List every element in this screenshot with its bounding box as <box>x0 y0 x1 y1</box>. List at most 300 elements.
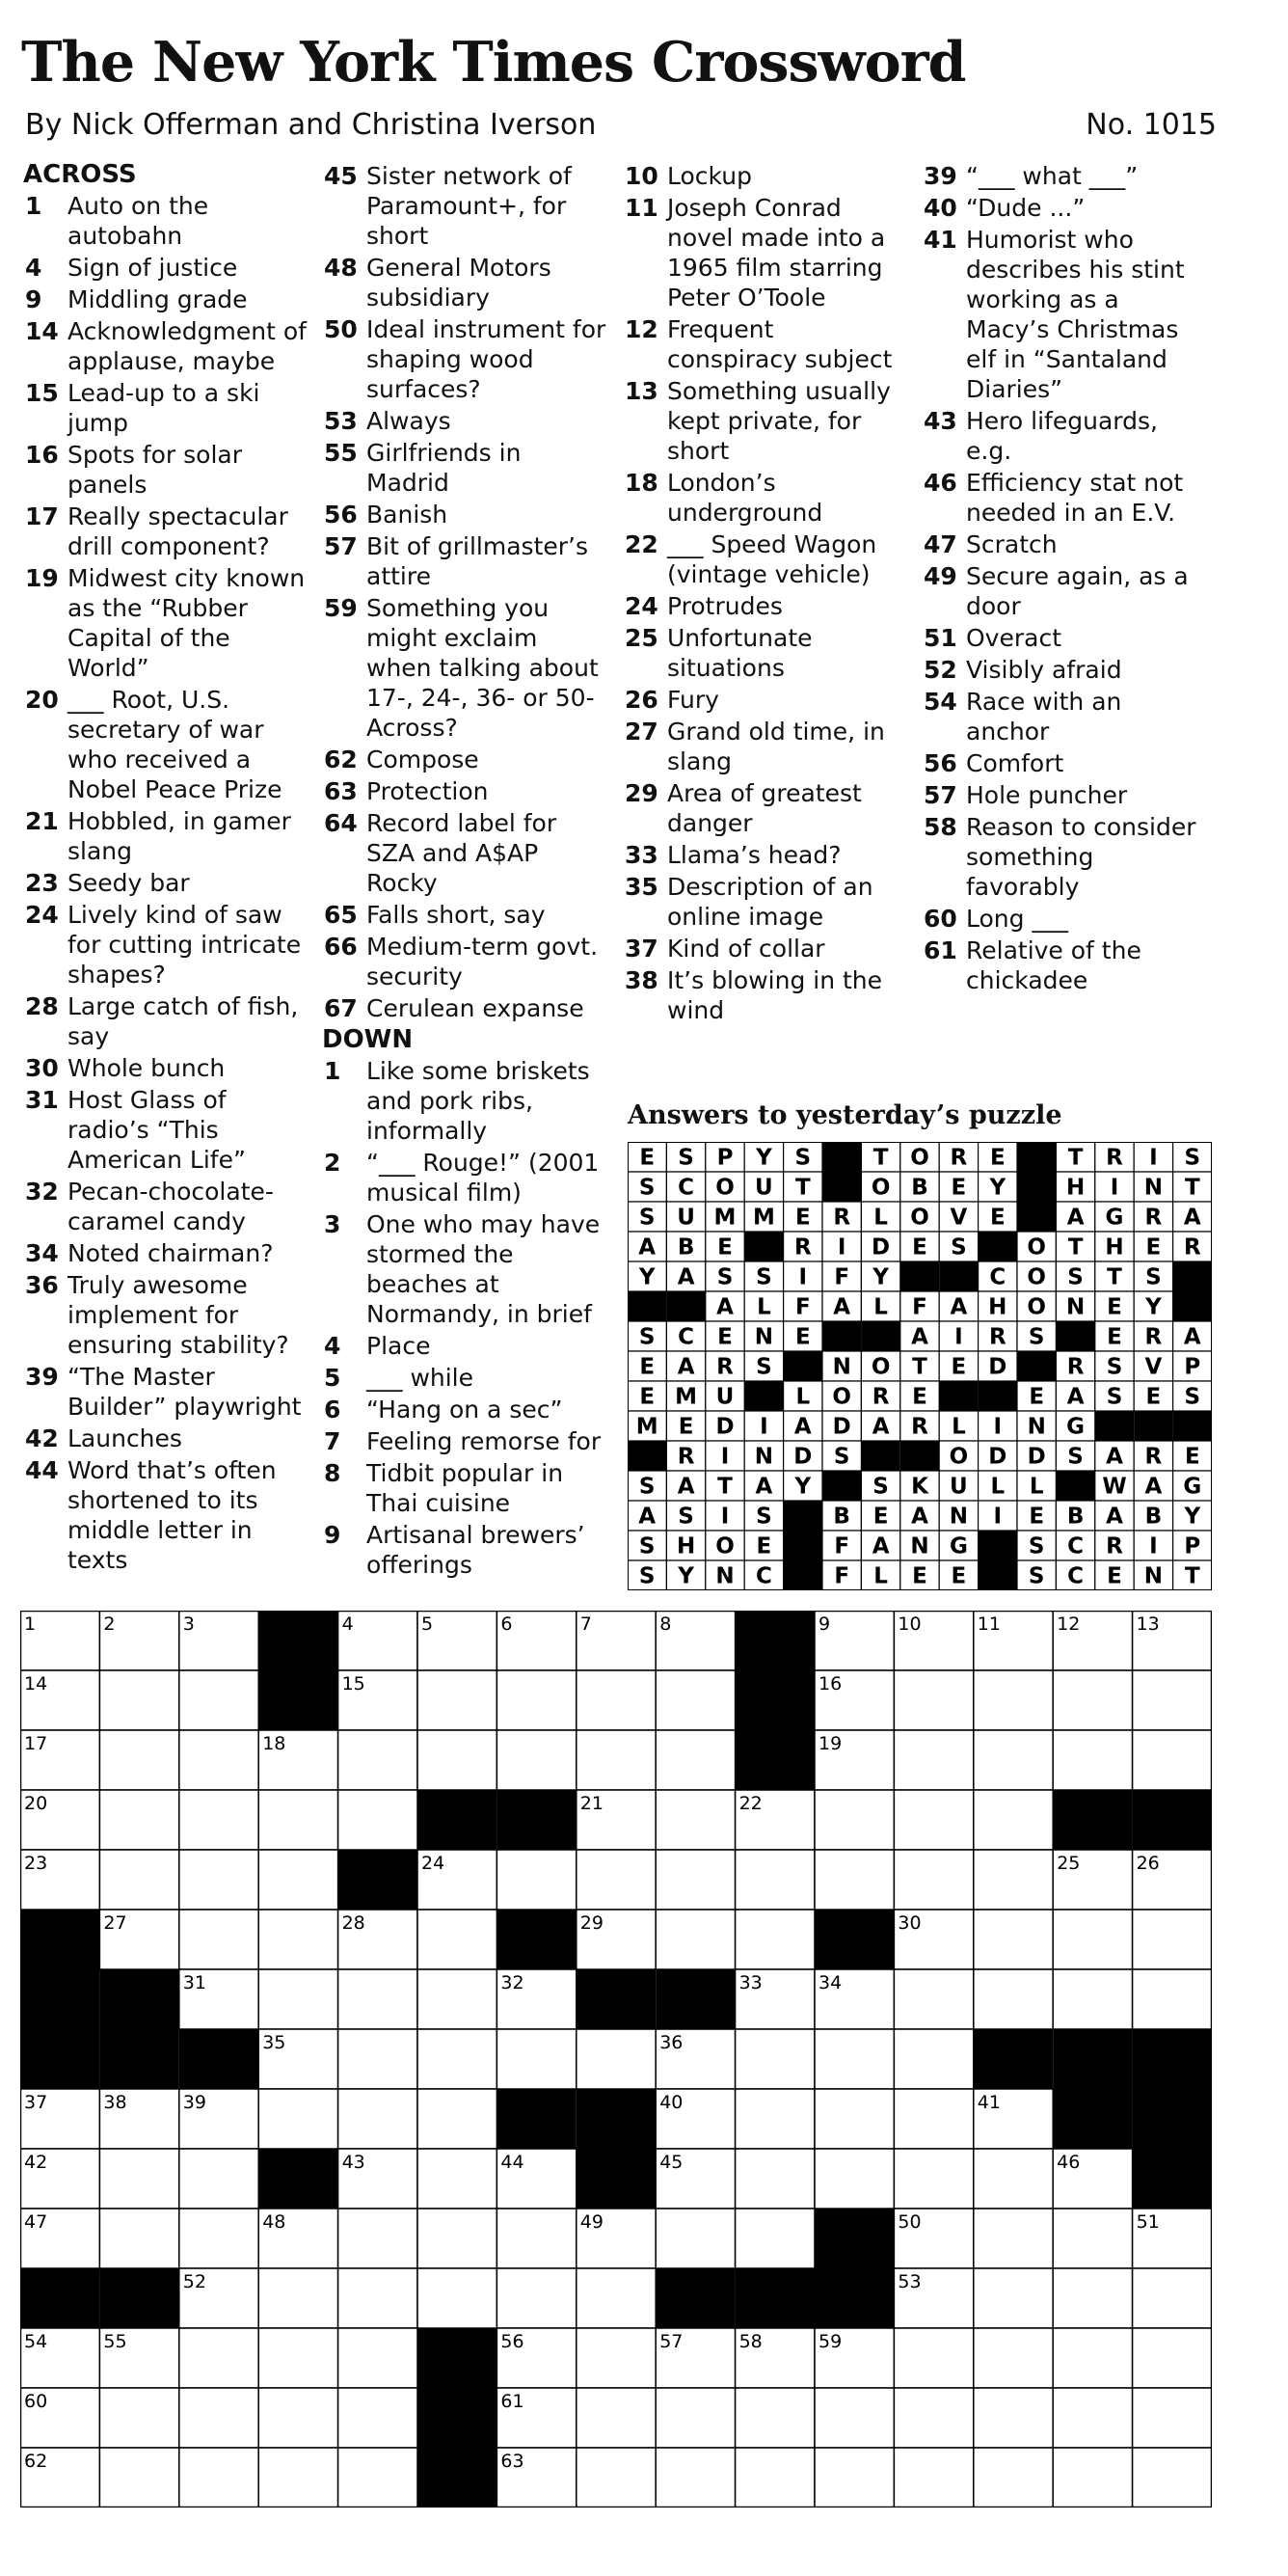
grid-cell[interactable] <box>496 2029 576 2089</box>
grid-cell[interactable] <box>417 2029 496 2089</box>
grid-cell[interactable] <box>974 1969 1053 2029</box>
down-clue[interactable] <box>922 561 1201 621</box>
across-clue[interactable] <box>322 406 607 436</box>
answer-letter: A <box>1183 1324 1201 1350</box>
grid-cell[interactable] <box>974 2388 1053 2448</box>
down-clue[interactable] <box>623 314 902 374</box>
cell-number: 60 <box>24 2391 48 2412</box>
across-clue[interactable] <box>23 316 307 376</box>
grid-cell[interactable] <box>736 2089 815 2149</box>
answer-letter: D <box>715 1414 735 1440</box>
down-clue[interactable] <box>623 872 902 932</box>
grid-cell[interactable] <box>1133 2388 1212 2448</box>
answer-letter: E <box>1107 1563 1122 1589</box>
down-clue[interactable] <box>322 1520 607 1580</box>
clue-text: Ideal instrument for shaping wood surfaces? <box>366 315 606 403</box>
grid-cell[interactable] <box>338 2448 417 2508</box>
grid-cell[interactable] <box>258 2388 337 2448</box>
clue-number: 8 <box>324 1459 341 1487</box>
down-clue[interactable] <box>322 1056 607 1146</box>
clue-text: Sister network of Paramount+, for short <box>366 162 572 250</box>
across-clue[interactable] <box>322 253 607 312</box>
grid-cell[interactable] <box>974 2268 1053 2328</box>
grid-cell[interactable] <box>338 2089 417 2149</box>
grid-cell[interactable] <box>577 1670 656 1730</box>
grid-cell[interactable] <box>179 1730 258 1790</box>
across-clue[interactable] <box>322 438 607 498</box>
clue-number: 22 <box>625 530 658 558</box>
answer-letter: O <box>1027 1234 1046 1261</box>
answer-letter: N <box>754 1444 774 1470</box>
clue-column-4 <box>922 160 1201 997</box>
grid-cell[interactable] <box>417 2089 496 2149</box>
across-clue[interactable] <box>322 314 607 404</box>
answer-letter: E <box>1107 1324 1122 1350</box>
grid-cell[interactable] <box>974 1850 1053 1910</box>
grid-cell[interactable] <box>179 1670 258 1730</box>
answer-letter: A <box>1066 1205 1085 1231</box>
answer-letter: Y <box>1184 1504 1201 1530</box>
grid-cell[interactable] <box>974 1790 1053 1850</box>
grid-cell[interactable] <box>179 2328 258 2388</box>
answer-letter: E <box>678 1414 694 1440</box>
across-clue[interactable] <box>322 531 607 591</box>
down-clue[interactable] <box>922 687 1201 746</box>
down-clue[interactable] <box>322 1363 607 1393</box>
grid-cell[interactable] <box>974 2328 1053 2388</box>
across-clue[interactable] <box>23 1085 307 1175</box>
across-clue[interactable] <box>322 993 607 1023</box>
cell-number: 38 <box>103 2092 127 2113</box>
grid-cell[interactable] <box>656 1670 735 1730</box>
grid-cell[interactable] <box>417 1670 496 1730</box>
down-clue[interactable] <box>322 1395 607 1424</box>
down-clue[interactable] <box>922 655 1201 685</box>
cell-number: 50 <box>898 2211 922 2233</box>
clue-number: 67 <box>324 994 358 1022</box>
grid-cell[interactable] <box>258 2448 337 2508</box>
grid-cell[interactable] <box>736 2448 815 2508</box>
answer-letter: I <box>1110 1175 1119 1201</box>
grid-cell[interactable] <box>179 2448 258 2508</box>
grid-cell[interactable] <box>99 2388 178 2448</box>
across-clue[interactable] <box>23 563 307 683</box>
page-title: The New York Times Crossword <box>21 30 966 95</box>
grid-cell[interactable] <box>736 2209 815 2268</box>
clue-text: London’s underground <box>667 469 823 527</box>
answer-block-square <box>939 1261 978 1291</box>
answer-letter: D <box>1027 1444 1046 1470</box>
answer-letter: O <box>715 1175 735 1201</box>
grid-cell[interactable] <box>338 1790 417 1850</box>
answer-block-square <box>1017 1351 1056 1381</box>
answer-letter: T <box>912 1354 927 1380</box>
answer-letter: G <box>949 1533 968 1559</box>
grid-cell[interactable] <box>1053 2328 1132 2388</box>
grid-cell[interactable] <box>656 1730 735 1790</box>
answer-block-square <box>900 1441 939 1471</box>
grid-cell[interactable] <box>99 1730 178 1790</box>
cell-number: 46 <box>1057 2152 1081 2173</box>
across-clue[interactable] <box>23 991 307 1051</box>
grid-cell[interactable] <box>815 2388 894 2448</box>
down-clue[interactable] <box>922 161 1201 191</box>
grid-cell[interactable] <box>656 1850 735 1910</box>
clue-number: 20 <box>25 686 59 714</box>
grid-cell[interactable] <box>974 1670 1053 1730</box>
grid-cell[interactable] <box>736 2029 815 2089</box>
grid-cell[interactable] <box>258 2268 337 2328</box>
clue-text: Race with an anchor <box>966 688 1122 746</box>
down-clue[interactable] <box>623 778 902 838</box>
answer-letter: S <box>1145 1264 1162 1290</box>
cell-number: 29 <box>579 1912 604 1934</box>
grid-cell[interactable] <box>417 1969 496 2029</box>
answer-block-square <box>979 1560 1017 1590</box>
grid-cell[interactable] <box>99 2448 178 2508</box>
grid-cell[interactable] <box>99 2209 178 2268</box>
clue-text: Acknowledgment of applause, maybe <box>67 317 307 375</box>
across-clue[interactable] <box>322 161 607 251</box>
answer-letter: I <box>760 1414 768 1440</box>
down-clue[interactable] <box>623 840 902 870</box>
grid-cell[interactable] <box>338 2029 417 2089</box>
across-clue[interactable] <box>23 440 307 500</box>
answer-letter: E <box>951 1563 967 1589</box>
answer-letter: Y <box>678 1563 694 1589</box>
grid-cell[interactable] <box>1053 1670 1132 1730</box>
clue-number: 49 <box>924 562 957 590</box>
down-clue[interactable] <box>623 623 902 683</box>
answer-letter: D <box>832 1414 851 1440</box>
down-clue[interactable] <box>922 904 1201 934</box>
down-clue[interactable] <box>623 529 902 589</box>
grid-cell[interactable] <box>338 2388 417 2448</box>
across-clue[interactable] <box>322 500 607 529</box>
grid-cell[interactable] <box>1053 1910 1132 1969</box>
grid-cell[interactable] <box>338 1730 417 1790</box>
answer-block-square <box>1017 1202 1056 1232</box>
grid-cell[interactable] <box>179 2209 258 2268</box>
block-square <box>577 2089 656 2149</box>
down-clue[interactable] <box>623 591 902 621</box>
grid-cell[interactable] <box>974 2448 1053 2508</box>
grid-cell[interactable] <box>736 1910 815 1969</box>
clue-text: Comfort <box>966 749 1064 777</box>
answer-letter: P <box>716 1145 734 1171</box>
clue-text: Unfortunate situations <box>667 624 813 682</box>
grid-cell[interactable] <box>338 2268 417 2328</box>
down-clue[interactable] <box>322 1458 607 1518</box>
down-clue[interactable] <box>623 965 902 1025</box>
down-clue[interactable] <box>623 685 902 715</box>
answer-letter: H <box>988 1294 1007 1320</box>
grid-cell[interactable] <box>815 1850 894 1910</box>
down-clue[interactable] <box>922 529 1201 559</box>
grid-cell[interactable] <box>656 1910 735 1969</box>
grid-cell[interactable] <box>417 2149 496 2209</box>
grid-cell[interactable] <box>577 2268 656 2328</box>
grid-cell[interactable] <box>1133 1969 1212 2029</box>
down-clue[interactable] <box>623 717 902 776</box>
grid-cell[interactable] <box>1053 2388 1132 2448</box>
grid-cell[interactable] <box>338 2328 417 2388</box>
grid-cell[interactable] <box>894 2029 973 2089</box>
across-clue[interactable] <box>23 1362 307 1422</box>
grid-cell[interactable] <box>496 2268 576 2328</box>
grid-cell[interactable] <box>338 1969 417 2029</box>
answer-letter: R <box>1144 1324 1163 1350</box>
grid-cell[interactable] <box>815 1790 894 1850</box>
clue-column-3 <box>623 160 902 1027</box>
grid-cell[interactable] <box>496 1850 576 1910</box>
across-clue[interactable] <box>23 685 307 804</box>
grid-cell[interactable] <box>338 2209 417 2268</box>
grid-cell[interactable] <box>974 2149 1053 2209</box>
across-clue[interactable] <box>23 378 307 438</box>
answer-letter: T <box>794 1175 811 1201</box>
answer-letter: A <box>1106 1444 1123 1470</box>
grid-cell[interactable] <box>577 2328 656 2388</box>
answer-letter: A <box>950 1294 968 1320</box>
grid-cell[interactable] <box>577 2388 656 2448</box>
grid-cell[interactable] <box>736 2388 815 2448</box>
answer-letter: I <box>837 1234 846 1261</box>
grid-cell[interactable] <box>1133 2268 1212 2328</box>
clue-text: Banish <box>366 501 448 529</box>
answer-letter: N <box>1027 1414 1046 1440</box>
down-clue[interactable] <box>922 225 1201 404</box>
grid-cell[interactable] <box>258 1850 337 1910</box>
block-square <box>179 2029 258 2089</box>
clue-text: Hobbled, in gamer slang <box>67 807 291 865</box>
grid-cell[interactable] <box>894 1730 973 1790</box>
clue-number: 31 <box>25 1086 59 1114</box>
clue-number: 34 <box>25 1239 59 1267</box>
block-square <box>1053 2089 1132 2149</box>
grid-cell[interactable] <box>417 2268 496 2328</box>
answer-letter: A <box>911 1324 928 1350</box>
answer-letter: S <box>1106 1354 1123 1380</box>
down-clue[interactable] <box>322 1148 607 1207</box>
answer-block-square <box>628 1441 666 1471</box>
cell-number: 23 <box>24 1853 48 1874</box>
grid-cell[interactable] <box>179 1790 258 1850</box>
down-clue[interactable] <box>623 468 902 528</box>
across-clue[interactable] <box>23 1177 307 1236</box>
cell-number: 27 <box>103 1912 127 1934</box>
answer-letter: O <box>910 1205 929 1231</box>
down-clue[interactable] <box>322 1209 607 1329</box>
grid-cell[interactable] <box>1053 1730 1132 1790</box>
down-clue[interactable] <box>922 406 1201 466</box>
grid-cell[interactable] <box>577 1730 656 1790</box>
down-clue[interactable] <box>922 812 1201 902</box>
down-clue[interactable] <box>922 193 1201 223</box>
down-clue[interactable] <box>623 376 902 466</box>
answer-letter: A <box>1183 1205 1201 1231</box>
clue-text: “Dude ...” <box>966 194 1086 222</box>
grid-cell[interactable] <box>1133 1910 1212 1969</box>
grid-cell[interactable] <box>656 2209 735 2268</box>
cell-number: 35 <box>262 2032 286 2053</box>
grid-cell[interactable] <box>258 1910 337 1969</box>
grid-cell[interactable] <box>1133 2328 1212 2388</box>
clue-text: Llama’s head? <box>667 841 842 869</box>
grid-cell[interactable] <box>179 2388 258 2448</box>
across-clue[interactable] <box>23 502 307 561</box>
down-clue[interactable] <box>922 468 1201 528</box>
down-clue[interactable] <box>322 1331 607 1361</box>
clue-number: 39 <box>924 162 957 190</box>
crossword-grid[interactable] <box>20 1611 1212 2508</box>
cell-number: 19 <box>818 1733 843 1754</box>
block-square <box>736 1730 815 1790</box>
grid-cell[interactable] <box>1133 1730 1212 1790</box>
grid-cell[interactable] <box>894 1790 973 1850</box>
grid-cell[interactable] <box>974 2209 1053 2268</box>
grid-cell[interactable] <box>99 1790 178 1850</box>
grid-cell[interactable] <box>417 1910 496 1969</box>
down-clue[interactable] <box>922 935 1201 995</box>
grid-cell[interactable] <box>496 2209 576 2268</box>
grid-cell[interactable] <box>258 2328 337 2388</box>
grid-cell[interactable] <box>656 2448 735 2508</box>
answer-letter: E <box>912 1563 927 1589</box>
across-clue[interactable] <box>322 593 607 743</box>
across-clue[interactable] <box>23 1053 307 1083</box>
across-clue[interactable] <box>23 191 307 251</box>
grid-cell[interactable] <box>258 1969 337 2029</box>
grid-cell[interactable] <box>179 1910 258 1969</box>
down-clue[interactable] <box>623 161 902 191</box>
grid-cell[interactable] <box>815 2149 894 2209</box>
grid-cell[interactable] <box>894 2388 973 2448</box>
across-clue[interactable] <box>322 808 607 898</box>
across-clue[interactable] <box>23 1455 307 1575</box>
across-clue[interactable] <box>322 932 607 991</box>
answer-letter: G <box>1183 1474 1202 1500</box>
grid-cell[interactable] <box>894 1670 973 1730</box>
grid-cell[interactable] <box>894 2149 973 2209</box>
down-clue[interactable] <box>623 934 902 963</box>
across-clue[interactable] <box>23 285 307 314</box>
across-clue[interactable] <box>23 1270 307 1360</box>
cell-number: 11 <box>977 1613 1001 1635</box>
across-clue[interactable] <box>23 900 307 990</box>
across-clue[interactable] <box>322 776 607 806</box>
cell-number: 62 <box>24 2451 48 2472</box>
answer-letter: A <box>677 1354 695 1380</box>
grid-cell[interactable] <box>417 1730 496 1790</box>
grid-cell[interactable] <box>894 1969 973 2029</box>
grid-cell[interactable] <box>736 1850 815 1910</box>
grid-cell[interactable] <box>736 2149 815 2209</box>
grid-cell[interactable] <box>656 2388 735 2448</box>
across-clue[interactable] <box>23 253 307 283</box>
clue-number: 7 <box>324 1427 341 1455</box>
clue-number: 9 <box>324 1521 341 1549</box>
down-clue[interactable] <box>922 780 1201 810</box>
grid-cell[interactable] <box>99 2149 178 2209</box>
grid-cell[interactable] <box>815 2089 894 2149</box>
cell-number: 10 <box>898 1613 922 1635</box>
answer-letter: G <box>1105 1205 1124 1231</box>
clue-number: 26 <box>625 686 658 714</box>
across-clue[interactable] <box>23 1238 307 1268</box>
grid-cell[interactable] <box>974 1910 1053 1969</box>
across-clue[interactable] <box>322 900 607 930</box>
grid-cell[interactable] <box>894 2448 973 2508</box>
clue-text: Record label for SZA and A$AP Rocky <box>366 809 557 897</box>
answer-letter: A <box>716 1294 734 1320</box>
clue-text: Noted chairman? <box>67 1239 274 1267</box>
answer-letter: E <box>951 1354 967 1380</box>
grid-cell[interactable] <box>1133 1670 1212 1730</box>
grid-cell[interactable] <box>258 1790 337 1850</box>
grid-cell[interactable] <box>179 2149 258 2209</box>
block-square <box>99 2268 178 2328</box>
answer-letter: H <box>1065 1175 1086 1201</box>
grid-cell[interactable] <box>179 1850 258 1910</box>
answer-letter: I <box>993 1414 1003 1440</box>
grid-cell[interactable] <box>1053 2209 1132 2268</box>
down-clue[interactable] <box>922 748 1201 778</box>
grid-cell[interactable] <box>1133 2448 1212 2508</box>
answer-block-square <box>900 1261 939 1291</box>
clue-text: Like some briskets and pork ribs, informally <box>366 1057 590 1145</box>
grid-cell[interactable] <box>815 2029 894 2089</box>
clue-text: Bit of grillmaster’s attire <box>366 532 589 590</box>
grid-cell[interactable] <box>496 1730 576 1790</box>
cell-number: 54 <box>24 2331 48 2352</box>
down-clue[interactable] <box>623 193 902 312</box>
grid-cell[interactable] <box>99 1670 178 1730</box>
grid-cell[interactable] <box>656 1790 735 1850</box>
grid-cell[interactable] <box>577 2029 656 2089</box>
grid-cell[interactable] <box>1053 1969 1132 2029</box>
clue-number: 32 <box>25 1178 59 1206</box>
across-clue[interactable] <box>322 745 607 774</box>
grid-cell[interactable] <box>258 2089 337 2149</box>
across-clue[interactable] <box>23 1424 307 1453</box>
grid-cell[interactable] <box>577 2448 656 2508</box>
cell-number: 9 <box>818 1613 831 1635</box>
grid-cell[interactable] <box>894 2328 973 2388</box>
down-clue[interactable] <box>322 1426 607 1456</box>
grid-cell[interactable] <box>99 1850 178 1910</box>
grid-cell[interactable] <box>1053 2268 1132 2328</box>
across-clue[interactable] <box>23 868 307 898</box>
cell-number: 41 <box>977 2092 1001 2113</box>
down-clue[interactable] <box>922 623 1201 653</box>
answer-letter: U <box>715 1384 735 1410</box>
grid-cell[interactable] <box>894 2089 973 2149</box>
clue-number: 45 <box>324 162 358 190</box>
grid-cell[interactable] <box>894 1850 973 1910</box>
grid-cell[interactable] <box>417 2209 496 2268</box>
grid-cell[interactable] <box>496 1670 576 1730</box>
clue-number: 55 <box>324 439 358 467</box>
across-clue[interactable] <box>23 806 307 866</box>
answer-letter: S <box>1067 1264 1084 1290</box>
answer-block-square <box>939 1381 978 1411</box>
block-square <box>1133 2029 1212 2089</box>
grid-cell[interactable] <box>815 2448 894 2508</box>
grid-cell[interactable] <box>974 1730 1053 1790</box>
grid-cell[interactable] <box>577 1850 656 1910</box>
grid-cell[interactable] <box>1053 2448 1132 2508</box>
